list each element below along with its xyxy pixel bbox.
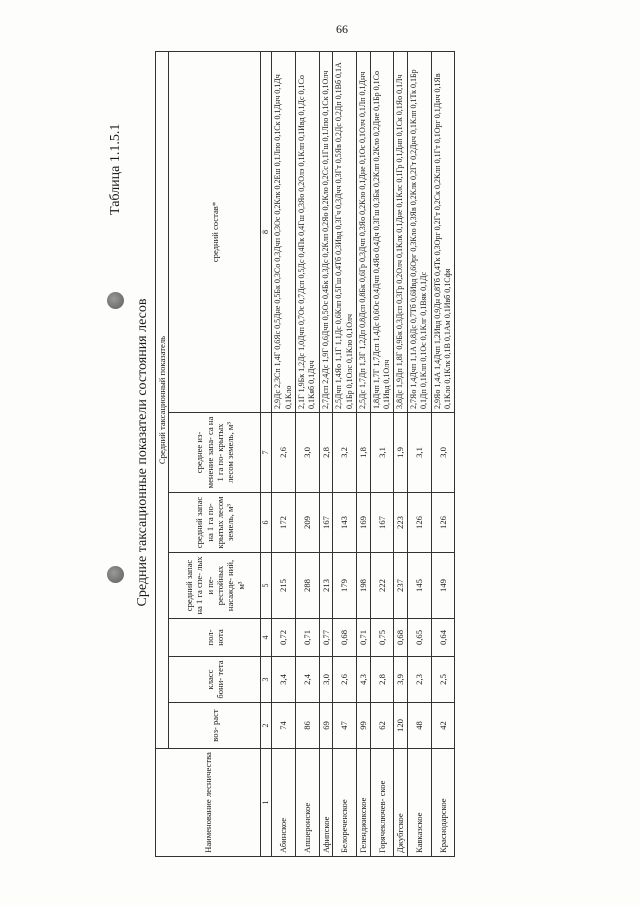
composition-value: 1,8Дчп 1,7Г 1,7Дсп 1,4Дс 0,6Ос 0,4Дчп 0,4Яо 0,4Дч 0,3Гш 0,3Бк 0,2Клп 0,2Кло 0,2Дне 0,1Бр 0,1Со 0,1Ивд 0,1Олч (370, 52, 394, 413)
header-group: Средний таксационный показатель (156, 52, 169, 749)
table-label: Таблица 1.1.5.1 (108, 123, 123, 215)
age-value: 86 (296, 703, 320, 749)
change-value: 3,0 (296, 413, 320, 493)
density-value: 0,77 (319, 619, 332, 657)
header-stock-mature: средний запас на 1 га спе- лых и пе- рестойных насажде- ний, м³ (169, 553, 261, 619)
table-row (272, 52, 296, 857)
column-number: 6 (261, 493, 272, 553)
stock-covered-value: 223 (394, 493, 407, 553)
change-value: 3,0 (431, 413, 455, 493)
stock-covered-value: 172 (272, 493, 296, 553)
change-value: 3,2 (333, 413, 357, 493)
density-value: 0,68 (333, 619, 357, 657)
header-stock-covered: средний запас на 1 га по- крытых лесом земель, м³ (169, 493, 261, 553)
age-value: 74 (272, 703, 296, 749)
density-value: 0,68 (394, 619, 407, 657)
column-number: 8 (261, 52, 272, 413)
page-number: 66 (336, 22, 348, 36)
stock-value: 237 (394, 553, 407, 619)
composition-value: 2,5Дчп 1,4Яо 1,1Г 1,1Дс 0,6Клп 0,5Гш 0,4Тб 0,3Ивд 0,3Гч 0,3Дчч 0,3Гт 0,5Яв 0,2Дс 0,2Дп 0,1Вб 0,1А 0,1Бр 0,1Олс 0,1Кло 0,1Олч (333, 52, 357, 413)
forestry-name: Апшеронское (296, 749, 320, 857)
stock-value: 198 (357, 553, 370, 619)
table-row (431, 52, 455, 857)
forestry-name: Белореченское (333, 749, 357, 857)
stock-value: 145 (407, 553, 431, 619)
bonitet-value: 2,4 (296, 657, 320, 703)
stock-covered-value: 126 (407, 493, 431, 553)
age-value: 120 (394, 703, 407, 749)
table-row (333, 52, 357, 857)
forestry-name: Геленджикское (357, 749, 370, 857)
bonitet-value: 3,4 (272, 657, 296, 703)
density-value: 0,65 (407, 619, 431, 657)
forestry-name: Афипское (319, 749, 332, 857)
stock-covered-value: 167 (319, 493, 332, 553)
stock-covered-value: 126 (431, 493, 455, 553)
table-row (357, 52, 370, 857)
table-row (319, 52, 332, 857)
change-value: 3,1 (407, 413, 431, 493)
forestry-name: Абинское (272, 749, 296, 857)
table-row (296, 52, 320, 857)
column-number: 2 (261, 703, 272, 749)
age-value: 99 (357, 703, 370, 749)
stock-covered-value: 169 (357, 493, 370, 553)
composition-value: 2,7Дсп 2,4Дс 1,9Г 0,6Дчп 0,5Ос 0,4Бк 0,3Дс 0,2Клп 0,2Яо 0,2Кло 0,2Сс 0,1Гш 0,1Лпо 0,1Ск 0,1Олч (319, 52, 332, 413)
header-composition: средний состав* (169, 52, 261, 413)
age-value: 48 (407, 703, 431, 749)
forestry-name: Кавказское (407, 749, 431, 857)
stock-covered-value: 209 (296, 493, 320, 553)
density-value: 0,71 (296, 619, 320, 657)
age-value: 42 (431, 703, 455, 749)
composition-value: 2,9Яо 1,4А 1,4Дчп 1,2Ивд 0,9Дн 0,8Тб 0,4Тк 0,3Орг 0,2Гт 0,2Ск 0,2Клп 0,1Гт 0,1Орг 0,1Днч 0,1Яв 0,1Кло 0,1Клк 0,1В 0,1Ам 0,1Ивб 0,1Сфя (431, 52, 455, 413)
change-value: 3,1 (370, 413, 394, 493)
bonitet-value: 3,0 (319, 657, 332, 703)
table-row (394, 52, 407, 857)
stock-value: 222 (370, 553, 394, 619)
change-value: 2,8 (319, 413, 332, 493)
forestry-name: Горячеключев- ское (370, 749, 394, 857)
bonitet-value: 2,5 (431, 657, 455, 703)
composition-value: 2,9Дс 2,3Сп 1,4Г 0,6Яс 0,5Дне 0,5Бк 0,3Со 0,3Дчп 0,3Ос 0,2Клк 0,2Еш 0,1Лпо 0,1Ск 0,1Днч 0,1Дч 0,1Кло (272, 52, 296, 413)
bonitet-value: 4,3 (357, 657, 370, 703)
density-value: 0,64 (431, 619, 455, 657)
stock-covered-value: 143 (333, 493, 357, 553)
age-value: 69 (319, 703, 332, 749)
bonitet-value: 2,3 (407, 657, 431, 703)
change-value: 1,9 (394, 413, 407, 493)
header-stock-change: среднее из- менение запа- са на 1 га по- крытых лесом земель, м³ (169, 413, 261, 493)
density-value: 0,71 (357, 619, 370, 657)
composition-value: 3,8Дс 1,9Дп 1,8Г 0,9Бк 0,3Дсп 0,3Гр 0,2Олч 0,1Клк 0,1Дне 0,1Клс 0,1Гр 0,1Днп 0,1Ск 0,1Яо 0,1Лч (394, 52, 407, 413)
change-value: 1,8 (357, 413, 370, 493)
change-value: 2,6 (272, 413, 296, 493)
stock-value: 288 (296, 553, 320, 619)
stock-value: 215 (272, 553, 296, 619)
table-row (407, 52, 431, 857)
table-row (370, 52, 394, 857)
header-density: пол- нота (169, 619, 261, 657)
age-value: 62 (370, 703, 394, 749)
density-value: 0,75 (370, 619, 394, 657)
header-bonitet: класс бони- тета (169, 657, 261, 703)
age-value: 47 (333, 703, 357, 749)
column-number: 4 (261, 619, 272, 657)
header-name: Наименование лесничества (156, 749, 261, 857)
table-title: Средние таксационные показатели состояния лесов (135, 298, 150, 607)
stock-value: 179 (333, 553, 357, 619)
composition-value: 2,7Яо 1,4Дчп 1,1А 0,8Дс 0,7Тб 0,6Ивд 0,6Орг 0,3Кло 0,3Яв 0,2Клк 0,2Гт 0,2Днч 0,1Клп 0,1Тк 0,1Бр 0,1Дп 0,1Клп 0,1Ос 0,1Клг 0,1Вяк 0,1Дс (407, 52, 431, 413)
column-number: 1 (261, 749, 272, 857)
bonitet-value: 2,8 (370, 657, 394, 703)
stock-covered-value: 167 (370, 493, 394, 553)
bonitet-value: 2,6 (333, 657, 357, 703)
bonitet-value: 3,9 (394, 657, 407, 703)
composition-value: 2,5Дс 1,7Дп 1,3Г 1,2Дп 0,8Дсп 0,8Бк 0,6Гр 0,3Дчп 0,3Яо 0,2Кло 0,1Дне 0,1Ос 0,1Олч 0,1Лп 0,1Днч (357, 52, 370, 413)
stock-value: 213 (319, 553, 332, 619)
stock-value: 149 (431, 553, 455, 619)
header-age: воз- раст (169, 703, 261, 749)
forest-indicators-table (155, 51, 455, 857)
column-number: 3 (261, 657, 272, 703)
forestry-name: Краснодарское (431, 749, 455, 857)
composition-value: 2,1Г 1,9Бк 1,2Дс 1,0Дчп 0,7Ос 0,7Дсп 0,5Дс 0,4Пк 0,4Гш 0,3Яо 0,2Олэ 0,1Клп 0,1Ивд 0,1Дс 0,1Со 0,1Кяб 0,1Дчч (296, 52, 320, 413)
forestry-name: Джубгское (394, 749, 407, 857)
density-value: 0,72 (272, 619, 296, 657)
column-number: 7 (261, 413, 272, 493)
column-number: 5 (261, 553, 272, 619)
